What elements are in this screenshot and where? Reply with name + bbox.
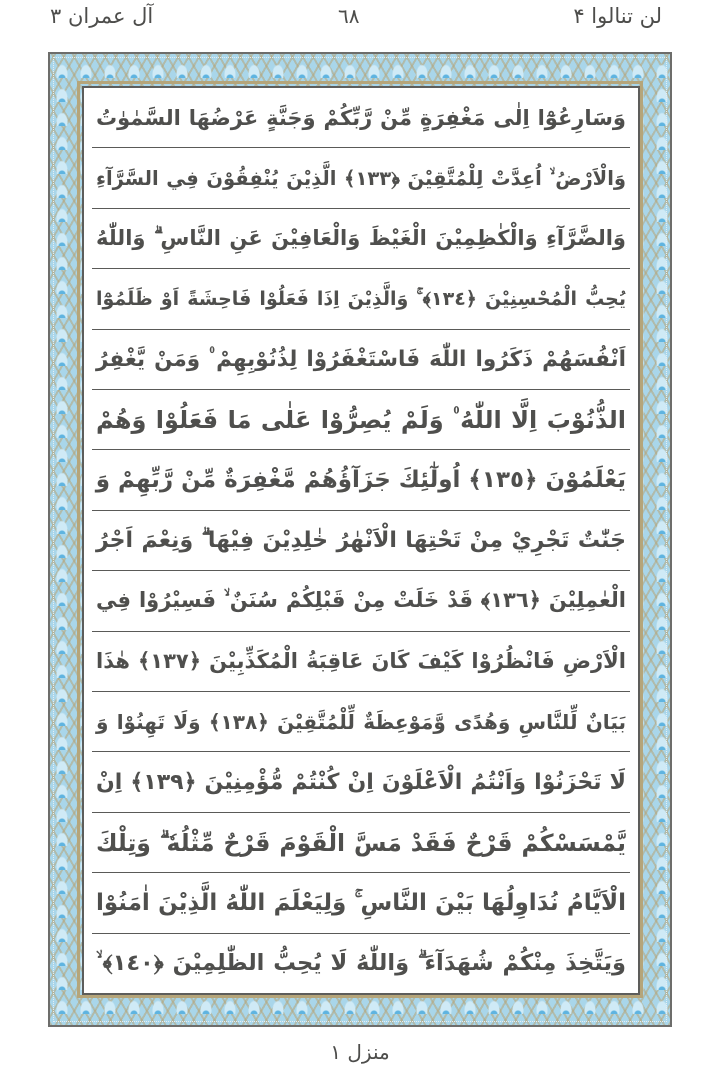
text-panel: [82, 86, 640, 995]
surah-label: آل عمران ۳: [50, 4, 154, 28]
ayah-line-10: الْاَرْضِ فَانْظُرُوْا كَيْفَ كَانَ عَاقِبَةُ الْمُكَذِّبِيْنَ ﴿١٣٧﴾ هٰذَا: [92, 632, 630, 692]
manzil-label: منزل ١: [330, 1040, 390, 1064]
ayah-line-7: يَعْلَمُوْنَ ﴿١٣٥﴾ اُولٰٓئِكَ جَزَآؤُهُمْ مَّغْفِرَةٌ مِّنْ رَّبِّهِمْ وَ: [92, 450, 630, 510]
ayah-line-2: وَالْاَرْضُ ۙ اُعِدَّتْ لِلْمُتَّقِيْنَ ﴿١٣٣﴾ الَّذِيْنَ يُنْفِقُوْنَ فِي السَّرَّآءِ: [92, 148, 630, 208]
ayah-line-4: يُحِبُّ الْمُحْسِنِيْنَ ﴿١٣٤﴾ ۚ وَالَّذِيْنَ اِذَا فَعَلُوْا فَاحِشَةً اَوْ ظَلَمُوْٓا: [92, 269, 630, 329]
juz-label: لن تنالوا ۴: [573, 4, 662, 28]
ayah-lines: [92, 88, 630, 993]
ayah-line-11: بَيَانٌ لِّلنَّاسِ وَهُدًى وَّمَوْعِظَةٌ لِّلْمُتَّقِيْنَ ﴿١٣٨﴾ وَلَا تَهِنُوْا وَ: [92, 692, 630, 752]
ayah-line-15: وَيَتَّخِذَ مِنْكُمْ شُهَدَآءَ ۗ وَاللّٰهُ لَا يُحِبُّ الظّٰلِمِيْنَ ﴿١٤٠﴾ ۙ: [96, 950, 626, 977]
page-header: [0, 0, 720, 40]
ayah-line-1: وَسَارِعُوْٓا اِلٰى مَغْفِرَةٍ مِّنْ رَّبِّكُمْ وَجَنَّةٍ عَرْضُهَا السَّمٰوٰتُ: [92, 88, 630, 148]
ayah-line-6: الذُّنُوْبَ اِلَّا اللّٰهُ ۠ وَلَمْ يُصِرُّوْا عَلٰى مَا فَعَلُوْا وَهُمْ: [92, 390, 630, 450]
ornamental-border: [48, 52, 672, 1027]
ayah-line-13: يَّمْسَسْكُمْ قَرْحٌ فَقَدْ مَسَّ الْقَوْمَ قَرْحٌ مِّثْلُهٗ ۗ وَتِلْكَ: [92, 813, 630, 873]
ayah-line-12: لَا تَحْزَنُوْا وَاَنْتُمُ الْاَعْلَوْنَ اِنْ كُنْتُمْ مُّؤْمِنِيْنَ ﴿١٣٩﴾ اِنْ: [92, 752, 630, 812]
ayah-line-14: الْاَيَّامُ نُدَاوِلُهَا بَيْنَ النَّاسِ ۚ وَلِيَعْلَمَ اللّٰهُ الَّذِيْنَ اٰمَنُوْا: [92, 873, 630, 933]
ayah-line-3: وَالضَّرَّآءِ وَالْكٰظِمِيْنَ الْغَيْظَ وَالْعَافِيْنَ عَنِ النَّاسِ ۗ وَاللّٰهُ: [92, 209, 630, 269]
ayah-line-8: جَنّٰتٌ تَجْرِيْ مِنْ تَحْتِهَا الْاَنْهٰرُ خٰلِدِيْنَ فِيْهَا ۗ وَنِعْمَ اَجْرُ: [92, 511, 630, 571]
ayah-line-5: اَنْفُسَهُمْ ذَكَرُوا اللّٰهَ فَاسْتَغْفَرُوْا لِذُنُوْبِهِمْ ۠ وَمَنْ يَّغْفِرُ: [92, 330, 630, 390]
page-number: ٦٨: [338, 4, 360, 28]
ayah-line-9: الْعٰمِلِيْنَ ﴿١٣٦﴾ قَدْ خَلَتْ مِنْ قَبْلِكُمْ سُنَنٌ ۙ فَسِيْرُوْا فِي: [92, 571, 630, 631]
